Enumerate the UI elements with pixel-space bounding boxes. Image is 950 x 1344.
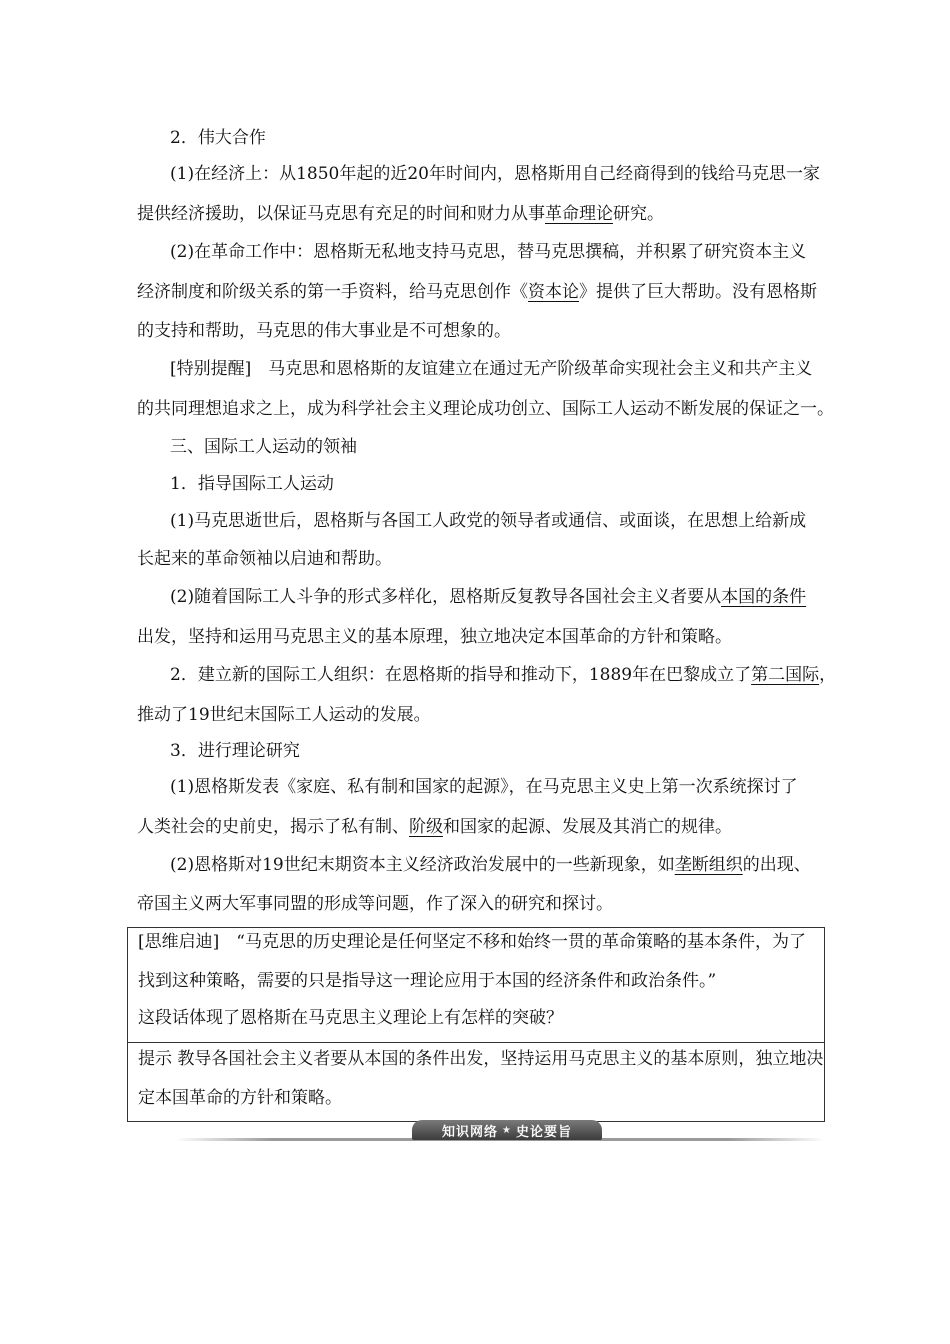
keyword-revolutionary-theory: 革命理论 — [545, 204, 613, 224]
special-reminder-line-2: 的共同理想追求之上，成为科学社会主义理论成功创立、国际工人运动不断发展的保证之一。 — [137, 399, 834, 419]
hint-line-1: 提示 教导各国社会主义者要从本国的条件出发，坚持运用马克思主义的基本原则，独立地决 — [138, 1049, 824, 1069]
thinking-question: 这段话体现了恩格斯在马克思主义理论上有怎样的突破？ — [138, 1008, 563, 1028]
heading-international-leader: 三、国际工人运动的领袖 — [170, 437, 357, 457]
revolution-work-line-1: (2)在革命工作中：恩格斯无私地支持马克思，替马克思撰稿，并积累了研究资本主义 — [170, 242, 807, 262]
guide-para-1-line-1: (1)马克思逝世后，恩格斯与各国工人政党的领导者或通信、或面谈，在思想上给新成 — [170, 511, 807, 531]
keyword-das-kapital: 资本论 — [528, 282, 579, 302]
guide-para-2-line-2: 出发，坚持和运用马克思主义的基本原理，独立地决定本国革命的方针和策略。 — [137, 627, 732, 647]
thinking-inspiration-box — [127, 927, 825, 1043]
revolution-work-line-3: 的支持和帮助，马克思的伟大事业是不可想象的。 — [137, 321, 511, 341]
special-reminder-line-1: [特别提醒] 马克思和恩格斯的友谊建立在通过无产阶级革命实现社会主义和共产主义 — [170, 359, 813, 379]
guide-para-2-line-1: (2)随着国际工人斗争的形式多样化，恩格斯反复教导各国社会主义者要从本国的条件 — [170, 587, 807, 607]
guide-para-1-line-2: 长起来的革命领袖以启迪和帮助。 — [137, 549, 392, 569]
theory-para-2-line-1: (2)恩格斯对19世纪末期资本主义经济政治发展中的一些新现象，如垄断组织的出现、 — [170, 855, 811, 875]
banner-tab — [412, 1120, 602, 1140]
revolution-work-line-2: 经济制度和阶级关系的第一手资料，给马克思创作《资本论》提供了巨大帮助。没有恩格斯 — [137, 282, 817, 302]
heading-theory-research: 3．进行理论研究 — [170, 741, 300, 761]
thinking-quote-line-1: [思维启迪] “马克思的历史理论是任何坚定不移和始终一贯的革命策略的基本条件，为了 — [138, 932, 806, 952]
keyword-national-conditions: 本国的条件 — [721, 587, 807, 607]
keyword-monopoly: 垄断组织 — [674, 855, 743, 875]
thinking-quote-line-2: 找到这种策略，需要的只是指导这一理论应用于本国的经济条件和政治条件。” — [138, 971, 717, 991]
banner-right-label: 史论要旨 — [515, 1124, 572, 1140]
new-organization-line-2: 推动了19世纪末国际工人运动的发展。 — [137, 705, 431, 725]
hint-line-2: 定本国革命的方针和策略。 — [138, 1088, 342, 1108]
new-organization-line-1: 2．建立新的国际工人组织：在恩格斯的指导和推动下，1889年在巴黎成立了第二国际， — [170, 665, 837, 685]
star-icon: ★ — [502, 1124, 512, 1136]
keyword-second-international: 第二国际 — [751, 665, 820, 685]
theory-para-2-line-2: 帝国主义两大军事同盟的形成等问题，作了深入的研究和探讨。 — [137, 894, 613, 914]
knowledge-network-banner — [175, 1120, 825, 1142]
theory-para-1-line-1: (1)恩格斯发表《家庭、私有制和国家的起源》，在马克思主义史上第一次系统探讨了 — [170, 777, 798, 797]
banner-left-label: 知识网络 — [442, 1124, 499, 1140]
heading-guide-workers-movement: 1．指导国际工人运动 — [170, 474, 334, 494]
economic-support-line-1: (1)在经济上：从1850年起的近20年时间内，恩格斯用自己经商得到的钱给马克思一家 — [170, 164, 820, 184]
economic-support-line-2: 提供经济援助，以保证马克思有充足的时间和财力从事革命理论研究。 — [137, 204, 664, 224]
hint-box — [127, 1042, 825, 1122]
theory-para-1-line-2: 人类社会的史前史，揭示了私有制、阶级和国家的起源、发展及其消亡的规律。 — [137, 817, 732, 837]
keyword-class: 阶级 — [409, 817, 443, 837]
heading-great-cooperation: 2．伟大合作 — [170, 128, 266, 148]
